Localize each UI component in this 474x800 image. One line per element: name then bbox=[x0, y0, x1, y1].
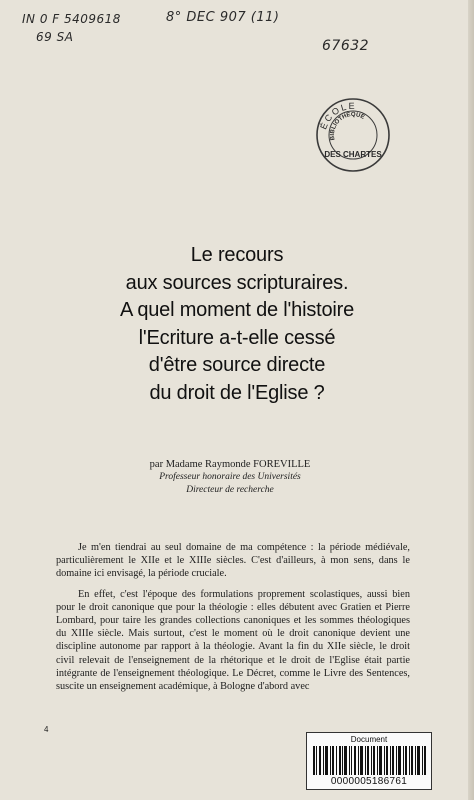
title-line: aux sources scripturaires. bbox=[125, 271, 349, 294]
barcode-number: 0000005186761 bbox=[330, 776, 408, 787]
title-line: l'Ecriture a-t-elle cessé bbox=[138, 326, 336, 349]
scan-edge bbox=[468, 0, 474, 800]
author-block bbox=[60, 458, 400, 497]
paragraph: Je m'en tiendrai au seul domaine de ma compétence : la période médiévale, particulièrement le XIIe et le XIIIe siècles. C'est d'ailleurs, à mon sens, dans le domaine ici envisagé, la période cruciale. bbox=[56, 542, 410, 580]
article-title bbox=[40, 242, 434, 407]
author-title: Directeur de recherche bbox=[186, 485, 274, 495]
title-line: Le recours bbox=[190, 244, 284, 266]
title-line: d'être source directe bbox=[148, 354, 326, 376]
page-number: 4 bbox=[44, 725, 49, 734]
handwritten-reference: IN 0 F 5409618 bbox=[22, 12, 121, 26]
handwritten-shelfmark: 8° DEC 907 (11) bbox=[166, 10, 280, 25]
barcode-icon bbox=[313, 746, 427, 775]
author-byline: par Madame Raymonde FOREVILLE bbox=[149, 459, 311, 470]
author-affiliation: Professeur honoraire des Universités bbox=[159, 472, 301, 482]
barcode-label bbox=[306, 732, 432, 790]
svg-text:DES CHARTES: DES CHARTES bbox=[324, 150, 382, 159]
svg-text:ÉCOLE: ÉCOLE bbox=[318, 100, 357, 131]
body-text bbox=[56, 541, 410, 700]
library-stamp bbox=[313, 95, 393, 175]
title-line: du droit de l'Eglise ? bbox=[149, 381, 325, 404]
svg-text:BIBLIOTHÈQUE: BIBLIOTHÈQUE bbox=[329, 112, 366, 141]
title-line: A quel moment de l'histoire bbox=[119, 299, 355, 321]
barcode-title: Document bbox=[350, 735, 388, 744]
handwritten-number: 67632 bbox=[322, 38, 370, 54]
paragraph: En effet, c'est l'époque des formulations proprement scolastiques, aussi bien pour le droit canonique que pour la théologie : elles débutent avec Gratien et Pierre Lombard, pour taire les grandes collections canoniques et les sommes théologiques du XIIIe siècle. Mais surtout, c'est le moment où le droit canonique devient une discipline autonome par rapport à la théologie. Avant la fin du XIIe siècle, le droit civil relevait de l'enseignement de la rhétorique et le droit de l'Eglise était partie intégrante de l'enseignement théologique. Le Décret, comme le Livre des Sentences, suscite un enseignement académique, à Bologne d'abord avec bbox=[56, 588, 410, 693]
handwritten-reference-2: 69 SA bbox=[36, 30, 74, 44]
